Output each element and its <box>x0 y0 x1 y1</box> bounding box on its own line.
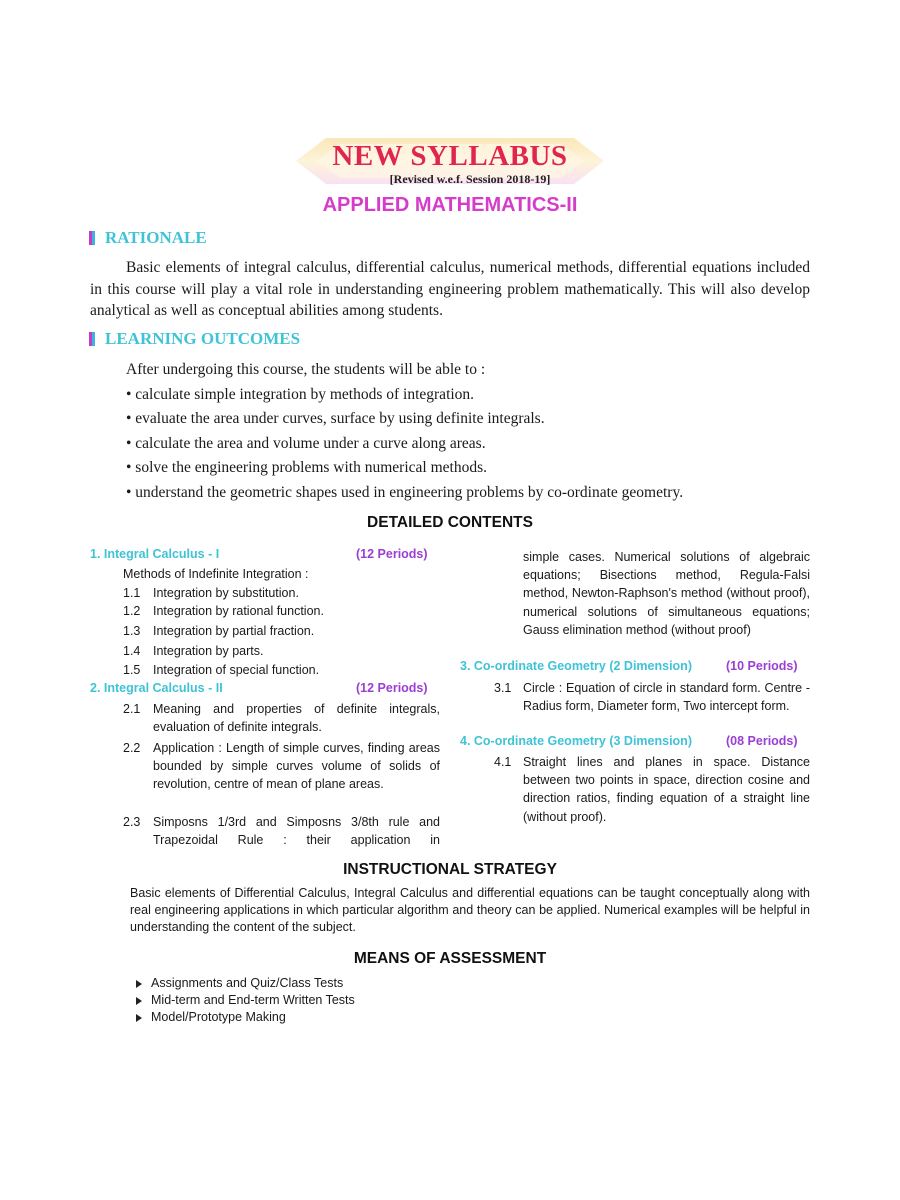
unit-4-periods: (08 Periods) <box>726 734 798 748</box>
list-item: • evaluate the area under curves, surface by using definite integrals. <box>126 410 545 427</box>
rationale-text: Basic elements of integral calculus, differential calculus, numerical methods, differential equations included in this course will play a vital role in understanding engineering problem mathematically. This will also develop analytical as well as conceptual abilities among students. <box>90 259 810 319</box>
outcomes-list <box>126 358 683 505</box>
item-number: 1.2 <box>123 604 141 618</box>
item-number: 2.1 <box>123 702 141 716</box>
list-item: Integration by substitution. <box>153 586 299 600</box>
unit-4-title: 4. Co-ordinate Geometry (3 Dimension) <box>460 734 692 748</box>
list-item: • calculate the area and volume under a curve along areas. <box>126 434 486 452</box>
item-number: 1.3 <box>123 624 141 638</box>
assessment-item-text: Assignments and Quiz/Class Tests <box>151 976 344 990</box>
list-item: Circle : Equation of circle in standard form. Centre - Radius form, Diameter form, Two intercept form. <box>523 681 810 714</box>
list-item: • calculate simple integration by methods of integration. <box>126 385 475 403</box>
syllabus-banner <box>296 134 604 188</box>
assessment-heading: MEANS OF ASSESSMENT <box>353 950 547 967</box>
item-number: 1.5 <box>123 663 141 677</box>
assessment-item-text: Model/Prototype Making <box>151 1010 286 1024</box>
triangle-bullet-icon <box>136 997 142 1005</box>
item-number: 1.4 <box>123 644 141 658</box>
list-item <box>136 975 355 992</box>
item-number: 2.2 <box>123 741 141 755</box>
item-number: 3.1 <box>494 681 512 695</box>
outcomes-heading <box>89 329 300 349</box>
list-item: Application : Length of simple curves, finding areas bounded by simple curves volume of solids of revolution, centre of mean of plane areas. <box>153 741 440 792</box>
unit-1-intro: Methods of Indefinite Integration : <box>123 567 309 581</box>
assessment-item-text: Mid-term and End-term Written Tests <box>151 993 355 1007</box>
unit-2-title: 2. Integral Calculus - II <box>90 681 223 695</box>
unit-3-periods: (10 Periods) <box>726 659 798 673</box>
list-item: Integration by parts. <box>153 644 264 658</box>
item-number: 1.1 <box>123 586 141 600</box>
unit-3-title: 3. Co-ordinate Geometry (2 Dimension) <box>460 659 692 673</box>
unit-1-periods: (12 Periods) <box>356 547 428 561</box>
section-marker-icon <box>89 231 95 245</box>
triangle-bullet-icon <box>136 980 142 988</box>
unit-1-title: 1. Integral Calculus - I <box>90 547 220 561</box>
list-item: Meaning and properties of definite integrals, evaluation of definite integrals. <box>153 702 440 735</box>
list-item: Straight lines and planes in space. Distance between two points in space, direction cosine and direction ratios, finding equation of a straight line (without proof). <box>523 755 810 824</box>
outcomes-heading-text: LEARNING OUTCOMES <box>105 329 301 348</box>
unit-2-continued: simple cases. Numerical solutions of algebraic equations; Bisections method, Regula-Falsi method, Newton-Raphson's method (without proof), numerical solutions of simultaneous equations; Gauss elimination method (without proof) <box>523 550 810 637</box>
strategy-heading: INSTRUCTIONAL STRATEGY <box>343 861 557 878</box>
list-item: • solve the engineering problems with numerical methods. <box>126 459 487 476</box>
unit-2-periods: (12 Periods) <box>356 681 428 695</box>
list-item <box>136 1009 355 1026</box>
list-item <box>136 992 355 1009</box>
assessment-list <box>136 975 355 1026</box>
strategy-text: Basic elements of Differential Calculus, Integral Calculus and differential equations can be taught conceptually along with real engineering applications in which particular algorithm and theory can be applied. Numerical examples will be helpful in understanding the content of the subject. <box>130 886 810 934</box>
list-item: Integration by rational function. <box>153 604 324 618</box>
list-item: • understand the geometric shapes used in engineering problems by co-ordinate geometry. <box>126 483 684 501</box>
list-item: Integration of special function. <box>153 663 320 677</box>
page-title: NEW SYLLABUS <box>332 140 568 172</box>
list-item: Integration by partial fraction. <box>153 624 315 638</box>
session-subtitle: [Revised w.e.f. Session 2018-19] <box>389 172 551 186</box>
subject-title: APPLIED MATHEMATICS-II <box>322 194 578 216</box>
triangle-bullet-icon <box>136 1014 142 1022</box>
contents-heading: DETAILED CONTENTS <box>367 514 533 531</box>
rationale-heading-text: RATIONALE <box>105 228 207 247</box>
rationale-heading <box>89 228 207 248</box>
item-number: 4.1 <box>494 755 512 769</box>
item-number: 2.3 <box>123 815 141 829</box>
list-item: Simposns 1/3rd and Simposns 3/8th rule and Trapezoidal Rule : their application in <box>153 815 440 848</box>
outcomes-intro: After undergoing this course, the students will be able to : <box>126 361 486 378</box>
section-marker-icon <box>89 332 95 346</box>
